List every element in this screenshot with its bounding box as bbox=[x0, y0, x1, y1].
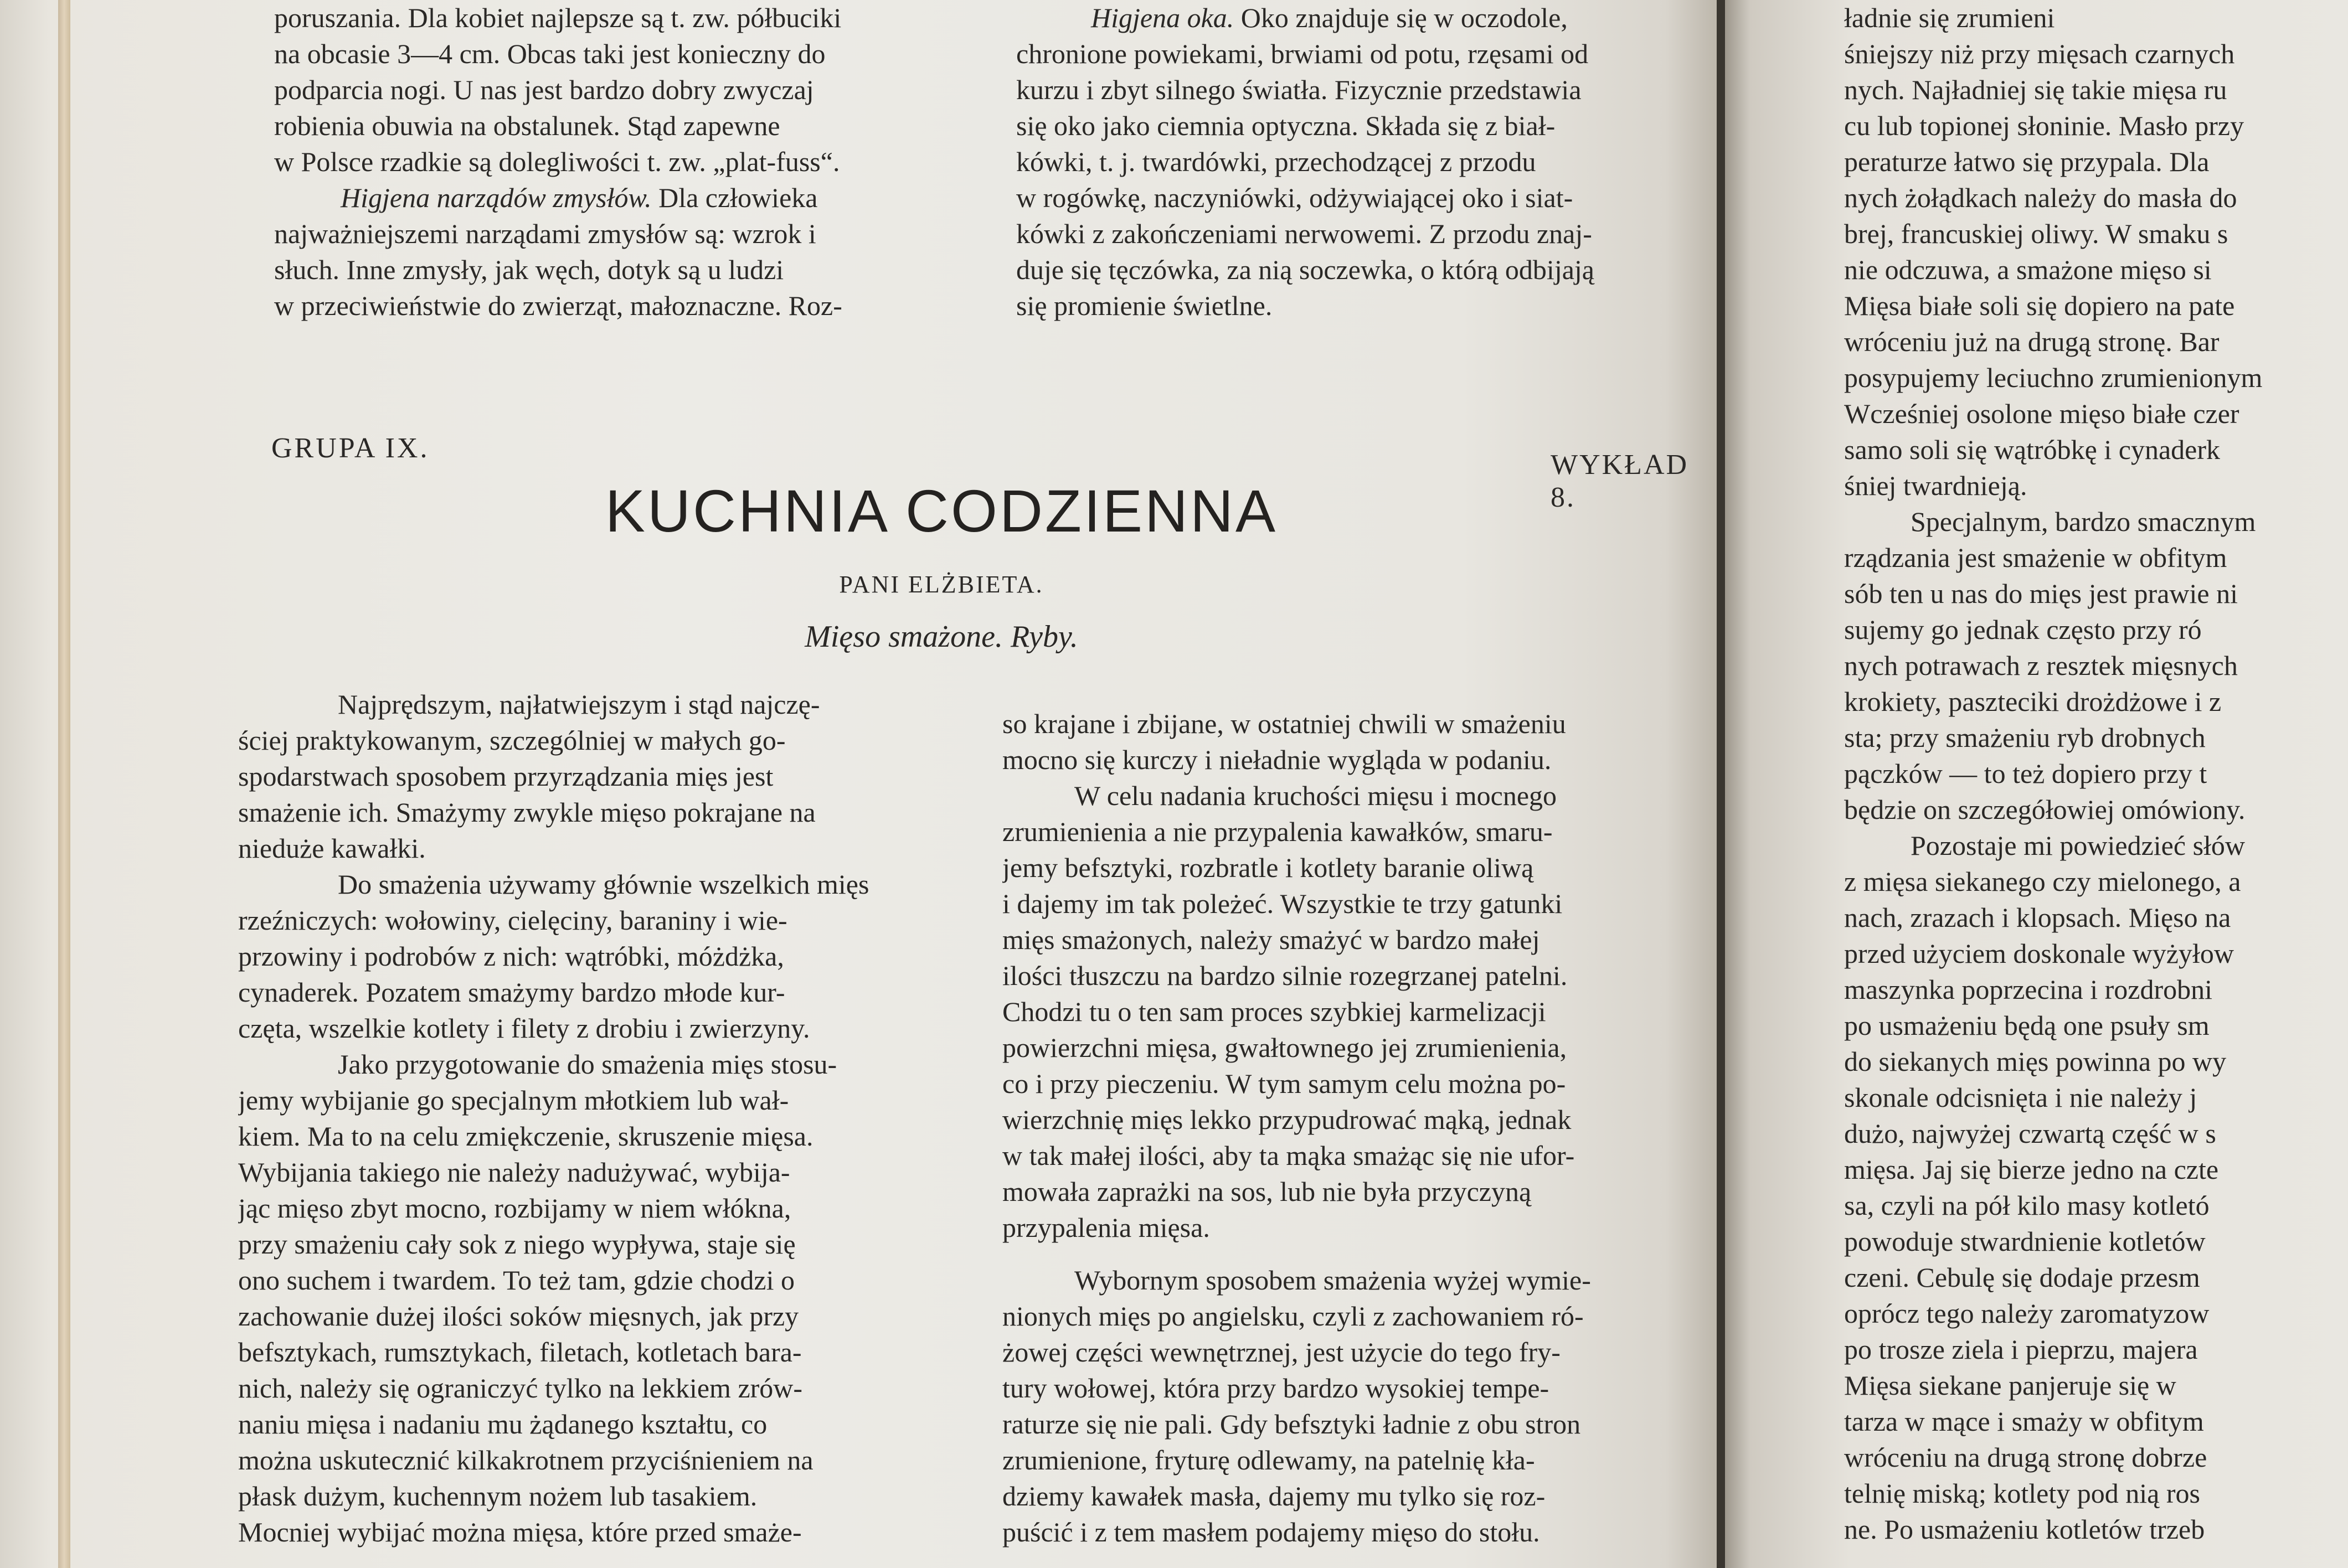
article-author: PANI ELŻBIETA. bbox=[839, 571, 1044, 598]
text-line: krokiety, paszteciki drożdżowe i z bbox=[1844, 686, 2222, 717]
text-line: nie odczuwa, a smażone mięso si bbox=[1844, 254, 2212, 285]
text-line: nich, należy się ograniczyć tylko na lekkiem zrów- bbox=[238, 1373, 803, 1404]
section-heading-italic: Higjena narządów zmysłów. bbox=[341, 182, 652, 213]
text-line: będzie on szczegółowiej omówiony. bbox=[1844, 794, 2246, 825]
text-line: się oko jako ciemnia optyczna. Składa się z biał- bbox=[1016, 110, 1556, 141]
right-page-column bbox=[1844, 0, 2348, 1548]
text-line: podparcia nogi. U nas jest bardzo dobry zwyczaj bbox=[274, 74, 814, 105]
text-line: spodarstwach sposobem przyrządzania mięs jest bbox=[238, 761, 774, 792]
text-line: duje się tęczówka, za nią soczewka, o którą odbijają bbox=[1016, 254, 1594, 285]
text-line: oprócz tego należy zaromatyzow bbox=[1844, 1298, 2210, 1329]
text-line: telnię miską; kotlety pod nią ros bbox=[1844, 1478, 2200, 1509]
text-line: cu lub topionej słoninie. Masło przy bbox=[1844, 110, 2244, 141]
text-line: Wybijania takiego nie należy nadużywać, wybija- bbox=[238, 1157, 790, 1188]
article-title: KUCHNIA CODZIENNA bbox=[605, 477, 1278, 544]
text-line: żowej części wewnętrznej, jest użycie do tego fry- bbox=[1002, 1337, 1561, 1368]
text-line: nionych mięs po angielsku, czyli z zachowaniem ró- bbox=[1002, 1301, 1584, 1332]
text-line: można uskutecznić kilkakrotnem przyciśnieniem na bbox=[238, 1445, 813, 1476]
text-line: w tak małej ilości, aby ta mąka smażąc się nie ufor- bbox=[1002, 1140, 1575, 1171]
text-line: przypalenia mięsa. bbox=[1002, 1212, 1210, 1243]
text-line: Mocniej wybijać można mięsa, które przed smaże- bbox=[238, 1517, 802, 1548]
text-run: Oko znajduje się w oczodole, bbox=[1234, 2, 1568, 33]
text-line: nach, zrazach i klopsach. Mięso na bbox=[1844, 902, 2231, 933]
text-line: Do smażenia używamy głównie wszelkich mięs bbox=[338, 869, 869, 900]
text-line: posypujemy leciuchno zrumienionym bbox=[1844, 362, 2263, 393]
text-line: w rogówkę, naczyniówki, odżywiającej oko i siat- bbox=[1016, 182, 1573, 213]
text-line: pączków — to też dopiero przy t bbox=[1844, 758, 2207, 789]
text-line: tury wołowej, która przy bardzo wysokiej tempe- bbox=[1002, 1373, 1549, 1404]
text-line: kówki, t. j. twardówki, przechodzącej z przodu bbox=[1016, 146, 1536, 177]
text-line: dziemy kawałek masła, dajemy mu tylko się roz- bbox=[1002, 1481, 1546, 1512]
article-subtitle: Mięso smażone. Ryby. bbox=[805, 620, 1078, 654]
text-line: poruszania. Dla kobiet najlepsze są t. zw. półbuciki bbox=[274, 2, 842, 33]
text-line: raturze się nie pali. Gdy befsztyki ładnie z obu stron bbox=[1002, 1409, 1581, 1440]
text-line: zrumienione, fryturę odlewamy, na patelnię kła- bbox=[1002, 1445, 1535, 1476]
text-line: do siekanych mięs powinna po wy bbox=[1844, 1046, 2227, 1077]
text-line: sa, czyli na pół kilo masy kotletó bbox=[1844, 1190, 2210, 1221]
text-line: kurzu i zbyt silnego światła. Fizycznie przedstawia bbox=[1016, 74, 1582, 105]
text-line: nych. Najładniej się takie mięsa ru bbox=[1844, 74, 2227, 105]
text-line: wierzchnię mięs lekko przypudrować mąką, jednak bbox=[1002, 1104, 1572, 1135]
text-line: i dajemy im tak poleżeć. Wszystkie te trzy gatunki bbox=[1002, 888, 1563, 919]
text-line: befsztykach, rumsztykach, filetach, kotletach bara- bbox=[238, 1337, 802, 1368]
text-line: skonale odcisnięta i nie należy j bbox=[1844, 1082, 2197, 1113]
text-line: mocno się kurczy i nieładnie wygląda w podaniu. bbox=[1002, 744, 1552, 775]
page-edge bbox=[58, 0, 70, 1568]
text-line: cynaderek. Pozatem smażymy bardzo młode kur- bbox=[238, 977, 785, 1008]
text-line: nych potrawach z resztek mięsnych bbox=[1844, 650, 2238, 681]
text-line: czeni. Cebulę się dodaje przesm bbox=[1844, 1262, 2200, 1293]
text-line: Mięsa siekane panjeruje się w bbox=[1844, 1370, 2176, 1401]
text-line: Mięsa białe soli się dopiero na pate bbox=[1844, 290, 2235, 321]
text-line: na obcasie 3—4 cm. Obcas taki jest konieczny do bbox=[274, 38, 826, 69]
text-line: mięs smażonych, należy smażyć w bardzo małej bbox=[1002, 924, 1540, 955]
text-line: w przeciwieństwie do zwierząt, małoznaczne. Roz- bbox=[274, 290, 842, 321]
text-line: ilości tłuszczu na bardzo silnie rozegrzanej patelni. bbox=[1002, 960, 1568, 991]
text-line: śniejszy niż przy mięsach czarnych bbox=[1844, 38, 2235, 69]
text-line: W celu nadania kruchości mięsu i mocnego bbox=[1074, 780, 1557, 811]
text-line: Najprędszym, najłatwiejszym i stąd najczę- bbox=[338, 689, 820, 720]
text-line: po trosze ziela i pieprzu, majera bbox=[1844, 1334, 2198, 1365]
text-line: sta; przy smażeniu ryb drobnych bbox=[1844, 722, 2206, 753]
text-line: w Polsce rzadkie są dolegliwości t. zw. „plat-fuss“. bbox=[274, 146, 840, 177]
text-line: rządzania jest smażenie w obfitym bbox=[1844, 542, 2227, 573]
text-line: Specjalnym, bardzo smacznym bbox=[1911, 506, 2256, 537]
text-line: z mięsa siekanego czy mielonego, a bbox=[1844, 866, 2241, 897]
text-line: nych żołądkach należy do masła do bbox=[1844, 182, 2237, 213]
text-line: przowiny i podrobów z nich: wątróbki, móżdżka, bbox=[238, 941, 784, 972]
text-line: sób ten u nas do mięs jest prawie ni bbox=[1844, 578, 2238, 609]
text-line: nieduże kawałki. bbox=[238, 833, 426, 864]
text-line: robienia obuwia na obstalunek. Stąd zapewne bbox=[274, 110, 780, 141]
text-line: Chodzi tu o ten sam proces szybkiej karmelizacji bbox=[1002, 996, 1546, 1027]
text-line: przed użyciem doskonale wyżyłow bbox=[1844, 938, 2234, 969]
text-line bbox=[1016, 0, 1706, 36]
text-line: dużo, najwyżej czwartą część w s bbox=[1844, 1118, 2216, 1149]
lecture-label: WYKŁAD 8. bbox=[1551, 449, 1689, 513]
text-line: przy smażeniu cały sok z niego wypływa, staje się bbox=[238, 1229, 796, 1260]
text-line: Pozostaje mi powiedzieć słów bbox=[1911, 830, 2246, 861]
text-line: jąc mięso zbyt mocno, rozbijamy w niem włókna, bbox=[238, 1193, 791, 1224]
text-line: najważniejszemi narządami zmysłów są: wzrok i bbox=[274, 218, 816, 249]
text-line: rzeźniczych: wołowiny, cielęciny, baraniny i wie- bbox=[238, 905, 787, 936]
text-line: zachowanie dużej ilości soków mięsnych, jak przy bbox=[238, 1301, 799, 1332]
text-line: co i przy pieczeniu. W tym samym celu można po- bbox=[1002, 1068, 1566, 1099]
text-line: śniej twardnieją. bbox=[1844, 470, 2027, 501]
text-line: kówki z zakończeniami nerwowemi. Z przodu znaj- bbox=[1016, 218, 1592, 249]
text-line: się promienie świetlne. bbox=[1016, 290, 1273, 321]
text-line: Wcześniej osolone mięso białe czer bbox=[1844, 398, 2239, 429]
text-line: ono suchem i twardem. To też tam, gdzie chodzi o bbox=[238, 1265, 795, 1296]
text-line: peraturze łatwo się przypala. Dla bbox=[1844, 146, 2210, 177]
text-line: płask dużym, kuchennym nożem lub tasakiem. bbox=[238, 1481, 758, 1512]
text-line: maszynka poprzecina i rozdrobni bbox=[1844, 974, 2213, 1005]
right-page bbox=[1725, 0, 2348, 1568]
group-label: GRUPA IX. bbox=[271, 432, 430, 464]
text-line: ne. Po usmażeniu kotletów trzeb bbox=[1844, 1514, 2205, 1545]
text-line: puścić i z tem masłem podajemy mięso do stołu. bbox=[1002, 1517, 1540, 1548]
text-line: mowała zaprażki na sos, lub nie była przyczyną bbox=[1002, 1176, 1532, 1207]
text-line: powierzchni mięsa, gwałtownego jej zrumienienia, bbox=[1002, 1032, 1567, 1063]
text-line: ściej praktykowanym, szczególniej w małych go- bbox=[238, 725, 786, 756]
body-right-column bbox=[1002, 706, 1689, 1550]
text-line: słuch. Inne zmysły, jak węch, dotyk są u ludzi bbox=[274, 254, 784, 285]
text-line: smażenie ich. Smażymy zwykle mięso pokrajane na bbox=[238, 797, 816, 828]
text-line: wróceniu już na drugą stronę. Bar bbox=[1844, 326, 2220, 357]
text-line: Wybornym sposobem smażenia wyżej wymie- bbox=[1074, 1265, 1591, 1296]
text-run: Dla człowieka bbox=[651, 182, 818, 213]
body-left-column bbox=[238, 687, 969, 1550]
text-line: zrumienienia a nie przypalenia kawałków, smaru- bbox=[1002, 816, 1553, 847]
text-line: po usmażeniu będą one psuły sm bbox=[1844, 1010, 2210, 1041]
text-line: jemy wybijanie go specjalnym młotkiem lub wał- bbox=[238, 1085, 789, 1116]
text-line: naniu mięsa i nadaniu mu żądanego kształtu, co bbox=[238, 1409, 768, 1440]
text-line: kiem. Ma to na celu zmiękczenie, skruszenie mięsa. bbox=[238, 1121, 813, 1152]
text-line bbox=[274, 180, 980, 216]
text-line: tarza w mące i smaży w obfitym bbox=[1844, 1406, 2204, 1437]
top-left-column bbox=[274, 0, 980, 324]
text-line: ładnie się zrumieni bbox=[1844, 2, 2055, 33]
text-line: częta, wszelkie kotlety i filety z drobiu i zwierzyny. bbox=[238, 1013, 810, 1044]
text-line: Jako przygotowanie do smażenia mięs stosu- bbox=[338, 1049, 837, 1080]
text-line: sujemy go jednak często przy ró bbox=[1844, 614, 2202, 645]
top-right-column bbox=[1016, 0, 1706, 324]
section-heading-italic: Higjena oka. bbox=[1091, 2, 1234, 33]
text-line: so krajane i zbijane, w ostatniej chwili w smażeniu bbox=[1002, 708, 1566, 739]
text-line: brej, francuskiej oliwy. W smaku s bbox=[1844, 218, 2228, 249]
text-line: jemy befsztyki, rozbratle i kotlety baranie oliwą bbox=[1002, 852, 1534, 883]
text-line: samo soli się wątróbkę i cynaderk bbox=[1844, 434, 2220, 465]
text-line: chronione powiekami, brwiami od potu, rzęsami od bbox=[1016, 38, 1589, 69]
text-line: mięsa. Jaj się bierze jedno na czte bbox=[1844, 1154, 2219, 1185]
text-line: wróceniu na drugą stronę dobrze bbox=[1844, 1442, 2207, 1473]
text-line: powoduje stwardnienie kotletów bbox=[1844, 1226, 2206, 1257]
